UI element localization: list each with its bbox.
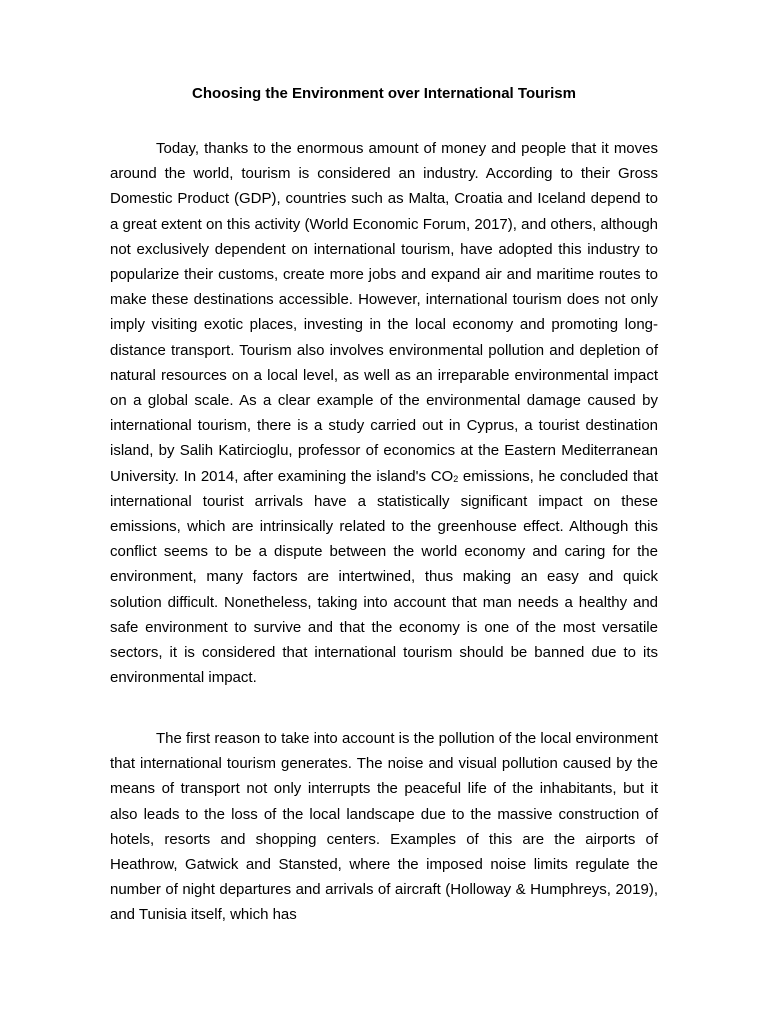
paragraph-pollution xyxy=(110,726,658,928)
paragraph-intro-text-part1: Today, thanks to the enormous amount of money and people that it moves around the world, tourism is considered an industry. According to their Gross Domestic Product (GDP), countries such as Malta, Croatia and Iceland depend to a great extent on this activity (World Economic Forum, 2017), and others, although not exclusively dependent on international tourism, have adopted this industry to popularize their customs, create more jobs and expand air and maritime routes to make these destinations accessible. However, international tourism does not only imply visiting exotic places, investing in the local economy and promoting long-distance transport. Tourism also involves environmental pollution and depletion of natural resources on a local level, as well as an irreparable environmental impact on a global scale. As a clear example of the environmental damage caused by international tourism, there is a study carried out in Cyprus, a tourist destination island, by Salih Katircioglu, professor of economics at the Eastern Mediterranean University. In 2014, after examining the island's CO xyxy=(110,140,658,485)
co2-subscript: 2 xyxy=(453,473,459,484)
paragraph-pollution-text: The first reason to take into account is the pollution of the local environment that international tourism generates. The noise and visual pollution caused by the means of transport not only interrupts the peaceful life of the inhabitants, but it also leads to the loss of the local landscape due to the massive construction of hotels, resorts and shopping centers. Examples of this are the airports of Heathrow, Gatwick and Stansted, where the imposed noise limits regulate the number of night departures and arrivals of aircraft (Holloway & Humphreys, 2019), and Tunisia itself, which has xyxy=(110,730,658,924)
document-title: Choosing the Environment over International Tourism xyxy=(192,85,576,102)
paragraph-intro xyxy=(110,136,658,690)
paragraph-intro-text-part2: emissions, he concluded that international tourist arrivals have a statistically significant impact on these emissions, which are intrinsically related to the greenhouse effect. Although this conflict seems to be a dispute between the world economy and caring for the environment, many factors are intertwined, thus making an easy and quick solution difficult. Nonetheless, taking into account that man needs a healthy and safe environment to survive and that the economy is one of the most versatile sectors, it is considered that international tourism should be banned due to its environmental impact. xyxy=(110,467,658,687)
